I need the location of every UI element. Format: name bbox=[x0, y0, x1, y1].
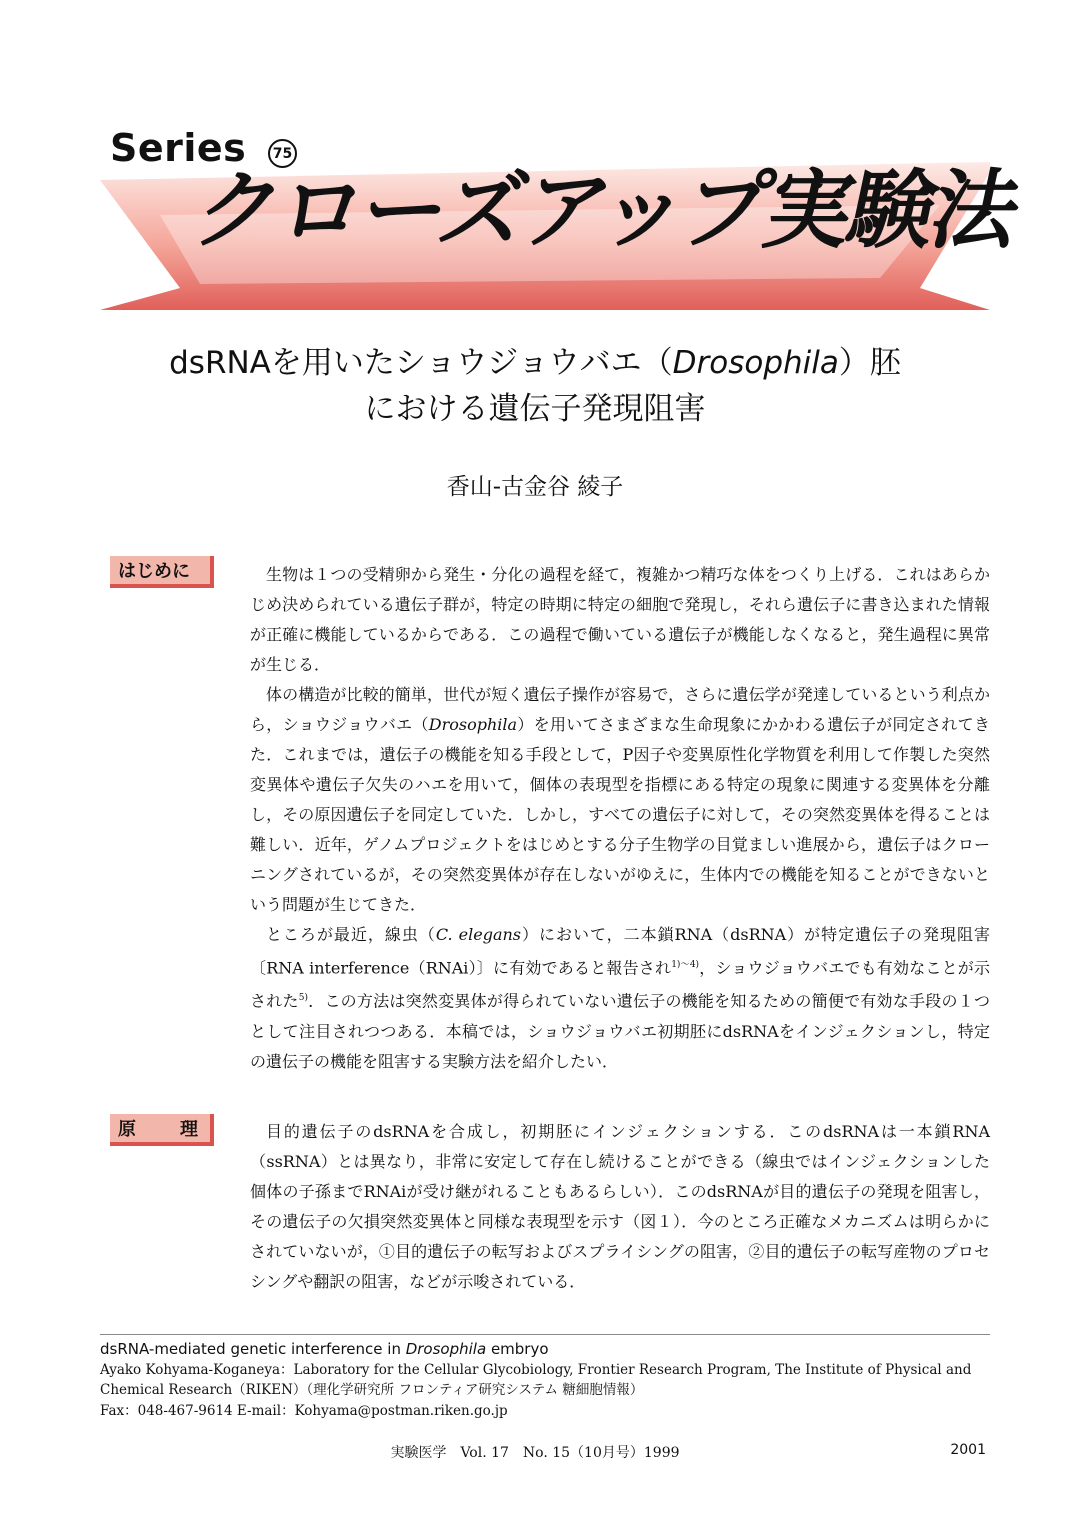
author-contact: Fax：048-467-9614 E-mail：Kohyama@postman.riken.go.jp bbox=[100, 1403, 508, 1419]
paragraph: ところが最近，線虫（C. elegans）において，二本鎖RNA（dsRNA）が特定遺伝子の発現阻害〔RNA interference（RNAi）〕に有効であると報告され$^{1)〜4)}$，ショウジョウバエでも有効なことが示された$^{5)}$．この方法は突然変異体が得られていない遺伝子の機能を知るための簡便で有効な手段の１つとして注目されつつある．本稿では，ショウジョウバエ初期胚にdsRNAをインジェクションし，特定の遺伝子の機能を阻害する実験方法を紹介したい． bbox=[250, 925, 990, 1071]
citation: 5) bbox=[298, 993, 308, 1004]
author-affiliation: Ayako Kohyama-Koganeya：Laboratory for the Cellular Glycobiology, Frontier Research Program, The Institute of Physical and Chemical Research（RIKEN）（理化学研究所 フロンティア研究システム 糖細胞情報） bbox=[100, 1362, 972, 1398]
series-banner-title: クローズアップ実験法 bbox=[185, 161, 1027, 261]
paragraph: 目的遺伝子のdsRNAを合成し，初期胚にインジェクションする．このdsRNAは一本鎖RNA（ssRNA）とは異なり，非常に安定して存在し続けることができる（線虫ではインジェクションした個体の子孫までRNAiが受け継がれることもあるらしい）．このdsRNAが目的遺伝子の発現を阻害し，その遺伝子の欠損突然変異体と同様な表現型を示す（図１）．今のところ正確なメカニズムは明らかにされていないが，①目的遺伝子の転写およびスプライシングの阻害，②目的遺伝子の転写産物のプロセシングや翻訳の阻害，などが示唆されている． bbox=[250, 1122, 990, 1291]
series-number-badge: 75 bbox=[268, 139, 297, 168]
article-title-line-2: における遺伝子発現阻害 bbox=[364, 391, 706, 427]
section-body-intro bbox=[250, 560, 990, 1077]
citation: 1)〜4) bbox=[671, 960, 700, 970]
article-title bbox=[60, 340, 1010, 432]
section-label-intro: はじめに bbox=[110, 556, 214, 588]
footer-divider bbox=[100, 1334, 990, 1335]
section-label-principle: 原 理 bbox=[110, 1114, 214, 1146]
author-name: 香山-古金谷 綾子 bbox=[446, 474, 624, 500]
section-body-principle bbox=[250, 1117, 990, 1297]
paragraph: 体の構造が比較的簡単，世代が短く遺伝子操作が容易で，さらに遺伝学が発達しているという利点から，ショウジョウバエ（Drosophila）を用いてさまざまな生命現象にかかわる遺伝子が同定されてきた．これまでは，遺伝子の機能を知る手段として，P因子や変異原性化学物質を利用して作製した突然変異体や遺伝子欠失のハエを用いて，個体の表現型を指標にある特定の現象に関連する変異体を分離し，その原因遺伝子を同定していた．しかし，すべての遺伝子に対して，その突然変異体を得ることは難しい．近年，ゲノムプロジェクトをはじめとする分子生物学の目覚ましい進展から，遺伝子はクローニングされているが，その突然変異体が存在しないがゆえに，生体内での機能を知ることができないという問題が生じてきた． bbox=[250, 685, 990, 914]
article-title-line-1: dsRNAを用いたショウジョウバエ（Drosophila）胚 bbox=[169, 345, 901, 381]
english-title: dsRNA-mediated genetic interference in Drosophila embryo bbox=[100, 1340, 549, 1358]
paragraph: 生物は１つの受精卵から発生・分化の過程を経て，複雑かつ精巧な体をつくり上げる．これはあらかじめ決められている遺伝子群が，特定の時期に特定の細胞で発現し，それら遺伝子に書き込まれた情報が正確に機能しているからである．この過程で働いている遺伝子が機能しなくなると，発生過程に異常が生じる． bbox=[250, 565, 990, 674]
page-number: 2001 bbox=[950, 1442, 986, 1458]
journal-citation: 実験医学 Vol. 17 No. 15（10月号）1999 bbox=[390, 1445, 680, 1461]
series-label: Series bbox=[110, 126, 247, 170]
